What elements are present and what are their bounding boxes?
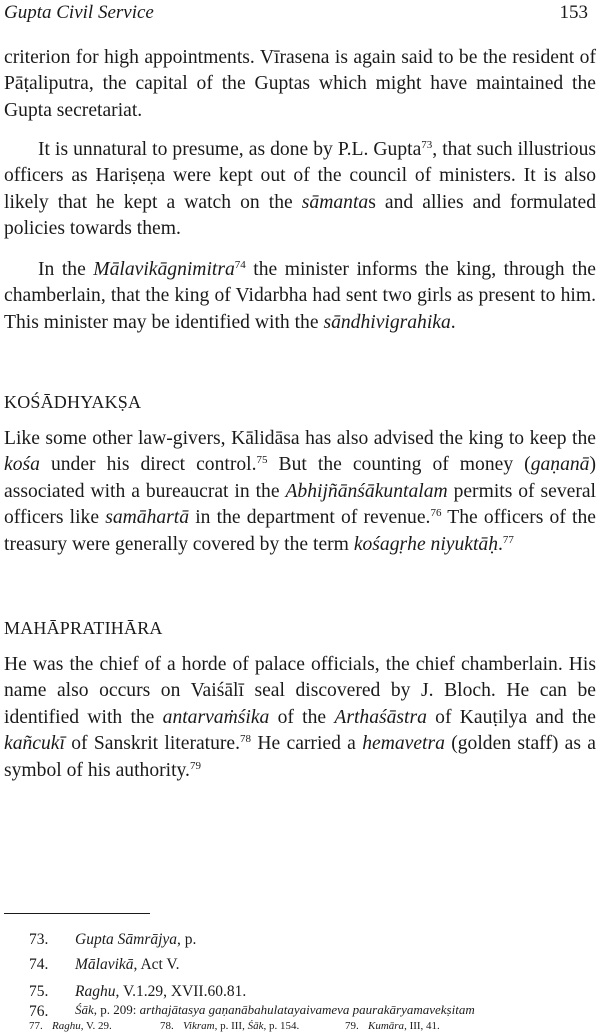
- footnote-75: [0, 983, 600, 1001]
- text-run: under his direct control.: [39, 454, 257, 476]
- text-run: It is unnatural to presume, as done by P.L. Gupta: [38, 139, 422, 160]
- page-number: 153: [559, 2, 588, 23]
- italic-term: kañcukī: [4, 733, 65, 755]
- text-run: Like some other law-givers, Kālidāsa has also advised the king to keep the: [4, 428, 596, 449]
- footnote-source: Gupta Sāmrājya: [75, 931, 178, 948]
- footnote-text: , V.1.29, XVII.60.81.: [115, 983, 247, 1000]
- footnote-74: [0, 956, 600, 974]
- text-run: But the counting of money (: [267, 454, 531, 476]
- italic-term: gaṇanā: [530, 454, 590, 476]
- paragraph-1-text: criterion for high appointments. Vīrasena is again said to be the resident of Pāṭaliputra, the capital of the Guptas which might have maintained the Gupta secretariat.: [4, 47, 596, 121]
- text-run: .: [498, 533, 503, 555]
- italic-term: hemavetra: [362, 733, 445, 755]
- italic-term: samāhartā: [105, 507, 190, 529]
- italic-title: Mālavikāgnimitra: [93, 259, 235, 280]
- footnote-ref-74[interactable]: 74: [234, 259, 246, 271]
- footnote-source: Mālavikā: [75, 956, 134, 973]
- italic-title: Arthaśāstra: [334, 706, 427, 728]
- text-run: of the: [269, 706, 335, 728]
- footnote-73: [0, 931, 600, 949]
- italic-term: sāmanta: [301, 191, 369, 213]
- section-heading-mahapratihara: MAHĀPRATIHĀRA: [4, 618, 163, 638]
- footnote-source: Śāk: [75, 1003, 94, 1017]
- text-run: s and allies and formulated policies towards them.: [4, 191, 596, 240]
- footnote-text: , p. 154.: [263, 1020, 300, 1032]
- footnote-number: 76.: [29, 1003, 49, 1020]
- footnote-source: Kumāra: [368, 1020, 405, 1032]
- footnote-number: 73.: [29, 931, 49, 948]
- footnote-quote: arthajātasya gaṇanābahulatayaivameva paurakāryamavekṣitam: [139, 1003, 475, 1017]
- text-run: permits of several officers like: [4, 480, 596, 529]
- text-run: He carried a: [251, 733, 363, 755]
- footnote-source: Raghu: [52, 1020, 81, 1032]
- footnote-text: , III, 41.: [404, 1020, 440, 1032]
- paragraph-5: [4, 652, 596, 784]
- footnote-ref-77[interactable]: 77: [502, 533, 514, 546]
- footnote-text: , p. 209:: [93, 1003, 140, 1017]
- text-run: (golden staff) as a symbol of his authority.: [4, 733, 596, 781]
- footnote-number: 75.: [29, 983, 49, 1000]
- running-head: Gupta Civil Service: [4, 2, 154, 23]
- footnote-ref-73[interactable]: 73: [421, 139, 433, 151]
- text-run: .: [450, 311, 456, 333]
- italic-title: Abhijñānśākuntalam: [285, 480, 448, 502]
- text-run: the minister informs the king, through the chamberlain, that the king of Vidarbha had sent two girls as present to him. This minister may be identified with the: [4, 259, 596, 333]
- section-heading-koshadhyaksha: KOŚĀDHYAKṢA: [4, 392, 142, 412]
- text-run: ) associated with a bureaucrat in the: [4, 454, 596, 502]
- footnote-ref-75[interactable]: 75: [256, 454, 268, 467]
- italic-term: kośa: [4, 454, 40, 476]
- footnote-ref-78[interactable]: 78: [240, 733, 252, 746]
- italic-term: antarvaṁśika: [162, 706, 270, 728]
- footnote-number: 74.: [29, 956, 49, 973]
- text-run: in the department of revenue.: [189, 507, 431, 529]
- footnote-ref-79[interactable]: 79: [189, 759, 201, 772]
- footnote-source: Śāk: [247, 1020, 264, 1032]
- page-header: [4, 2, 588, 28]
- footnote-source: Vikram: [183, 1020, 215, 1032]
- italic-term: sāndhivigrahika: [323, 311, 451, 333]
- text-run: In the: [38, 259, 94, 280]
- text-run: of Kauṭilya and the: [426, 706, 596, 728]
- text-run: The officers of the treasury were generally covered by the term: [4, 507, 596, 555]
- footnote-source: Raghu: [75, 983, 116, 1000]
- footnote-number: 77.: [29, 1020, 43, 1032]
- paragraph-4: [4, 426, 596, 558]
- italic-term: kośagṛhe niyuktāḥ: [353, 533, 499, 555]
- paragraph-1: [4, 45, 596, 124]
- footnote-text: , V. 29.: [80, 1020, 112, 1032]
- footnote-number: 79.: [345, 1020, 359, 1032]
- paragraph-3: [4, 257, 596, 336]
- footnote-text: , p.: [177, 931, 197, 948]
- footnote-text: , p. III,: [214, 1020, 248, 1032]
- text-run: , that such illustrious officers as Hariṣeṇa were kept out of the council of ministers. It is also likely that he kept a watch on the: [4, 139, 596, 213]
- footnote-number: 78.: [160, 1020, 174, 1032]
- footnote-ref-76[interactable]: 76: [430, 507, 442, 520]
- footnotes-77-79: [0, 1020, 600, 1033]
- paragraph-2: [4, 137, 596, 243]
- footnote-separator: [4, 913, 150, 914]
- text-run: of Sanskrit literature.: [64, 733, 241, 755]
- text-run: He was the chief of a horde of palace officials, the chief chamberlain. His name also occurs on Vaiśālī seal discovered by J. Bloch. He can be identified with the: [4, 654, 596, 728]
- footnote-text: , Act V.: [133, 956, 180, 973]
